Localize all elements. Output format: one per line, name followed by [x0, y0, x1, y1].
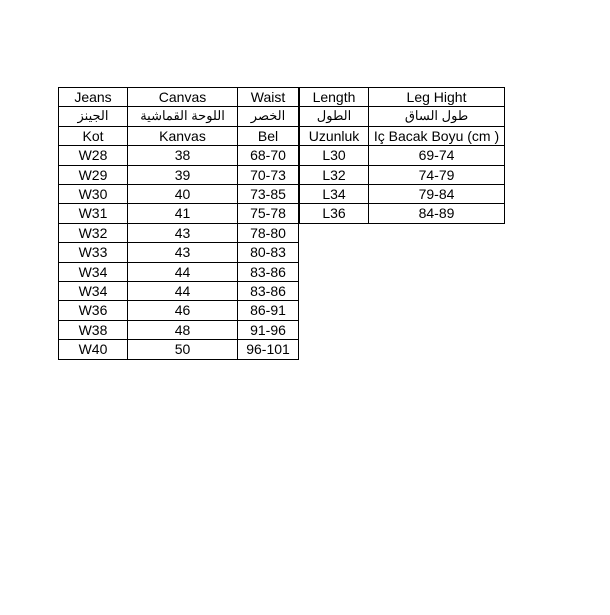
- header-cell: الطول: [300, 107, 369, 126]
- table-row: [59, 185, 299, 204]
- table-cell: 43: [128, 243, 238, 262]
- table-cell: 78-80: [238, 223, 299, 242]
- header-cell: اللوحة القماشية: [128, 107, 238, 126]
- header-cell: Uzunluk: [300, 126, 369, 145]
- table-cell: 46: [128, 301, 238, 320]
- table-cell: L34: [300, 185, 369, 204]
- table-row: [59, 282, 299, 301]
- table-row: [59, 107, 299, 126]
- header-cell: طول الساق: [369, 107, 505, 126]
- table-row: [300, 107, 505, 126]
- table-cell: 41: [128, 204, 238, 223]
- table-row: [300, 165, 505, 184]
- header-cell: الجينز: [59, 107, 128, 126]
- table-row: [300, 204, 505, 223]
- table-cell: 48: [128, 320, 238, 339]
- table-cell: W31: [59, 204, 128, 223]
- size-chart: [58, 87, 505, 360]
- table-row: [59, 126, 299, 145]
- table-cell: L30: [300, 146, 369, 165]
- table-row: [59, 340, 299, 359]
- table-cell: W38: [59, 320, 128, 339]
- header-cell: Waist: [238, 88, 299, 107]
- table-cell: W34: [59, 282, 128, 301]
- table-row: [59, 88, 299, 107]
- table-cell: L36: [300, 204, 369, 223]
- table-cell: 68-70: [238, 146, 299, 165]
- table-cell: 40: [128, 185, 238, 204]
- table-row: [300, 88, 505, 107]
- table-row: [300, 146, 505, 165]
- table-cell: 91-96: [238, 320, 299, 339]
- table-cell: W32: [59, 223, 128, 242]
- jeans-size-table: [58, 87, 299, 360]
- table-cell: 44: [128, 262, 238, 281]
- table-cell: W40: [59, 340, 128, 359]
- header-cell: Leg Hight: [369, 88, 505, 107]
- table-cell: 70-73: [238, 165, 299, 184]
- table-cell: 73-85: [238, 185, 299, 204]
- table-row: [59, 262, 299, 281]
- header-cell: Bel: [238, 126, 299, 145]
- table-cell: 69-74: [369, 146, 505, 165]
- table-cell: W28: [59, 146, 128, 165]
- table-cell: 44: [128, 282, 238, 301]
- table-cell: 74-79: [369, 165, 505, 184]
- header-cell: الخصر: [238, 107, 299, 126]
- table-cell: 80-83: [238, 243, 299, 262]
- table-row: [59, 204, 299, 223]
- table-cell: 84-89: [369, 204, 505, 223]
- table-cell: L32: [300, 165, 369, 184]
- table-cell: W29: [59, 165, 128, 184]
- table-row: [59, 146, 299, 165]
- table-row: [300, 185, 505, 204]
- header-cell: Length: [300, 88, 369, 107]
- table-cell: 83-86: [238, 282, 299, 301]
- table-cell: W34: [59, 262, 128, 281]
- header-cell: Kot: [59, 126, 128, 145]
- table-cell: W33: [59, 243, 128, 262]
- table-cell: 86-91: [238, 301, 299, 320]
- header-cell: Canvas: [128, 88, 238, 107]
- table-cell: W36: [59, 301, 128, 320]
- table-cell: 83-86: [238, 262, 299, 281]
- table-cell: 50: [128, 340, 238, 359]
- table-cell: 75-78: [238, 204, 299, 223]
- length-size-table: [299, 87, 505, 224]
- table-row: [59, 320, 299, 339]
- table-cell: 39: [128, 165, 238, 184]
- header-cell: Jeans: [59, 88, 128, 107]
- header-cell: Iç Bacak Boyu (cm ): [369, 126, 505, 145]
- table-cell: W30: [59, 185, 128, 204]
- header-cell: Kanvas: [128, 126, 238, 145]
- table-row: [59, 223, 299, 242]
- table-cell: 43: [128, 223, 238, 242]
- table-cell: 79-84: [369, 185, 505, 204]
- table-cell: 38: [128, 146, 238, 165]
- table-cell: 96-101: [238, 340, 299, 359]
- table-row: [59, 165, 299, 184]
- table-row: [300, 126, 505, 145]
- table-row: [59, 301, 299, 320]
- table-row: [59, 243, 299, 262]
